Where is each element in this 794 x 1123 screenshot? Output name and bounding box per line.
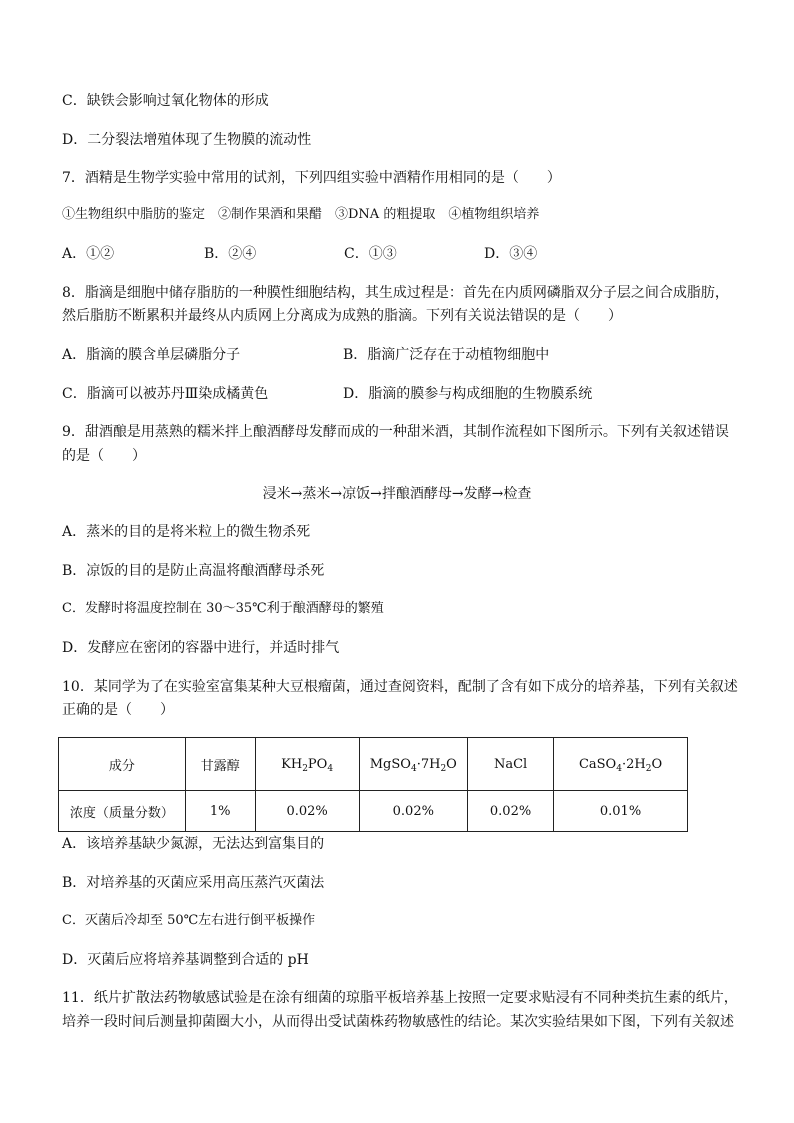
q9-flow-diagram: 浸米→蒸米→凉饭→拌酿酒酵母→发酵→检查	[262, 486, 532, 502]
value-mgso4: 0.02%	[359, 791, 468, 832]
component-nacl: NaCl	[468, 738, 554, 791]
q7-option-c: C．①③	[344, 246, 397, 262]
q11-stem-line1: 11．纸片扩散法药物敏感试验是在涂有细菌的琼脂平板培养基上按照一定要求贴浸有不同种类抗生素的纸片，	[62, 990, 738, 1006]
culture-medium-table	[58, 737, 688, 832]
table-row-header: 成分	[59, 738, 186, 791]
q9-option-d: D．发酵应在密闭的容器中进行，并适时排气	[62, 640, 340, 656]
value-nacl: 0.02%	[468, 791, 554, 832]
value-caso4: 0.01%	[554, 791, 688, 832]
component-kh2po4: $KH_2PO_4$	[255, 738, 359, 791]
q9-stem-line1: 9．甜酒酿是用蒸熟的糯米拌上酿酒酵母发酵而成的一种甜米酒，其制作流程如下图所示。下列有关叙述错误	[62, 424, 729, 440]
q9-stem-line2: 的是（ ）	[62, 448, 146, 464]
q7-items: ①生物组织中脂肪的鉴定 ②制作果酒和果醋 ③DNA 的粗提取 ④植物组织培养	[62, 207, 540, 222]
q8-option-d: D．脂滴的膜参与构成细胞的生物膜系统	[343, 386, 593, 402]
q8-stem-line2: 然后脂肪不断累积并最终从内质网上分离成为成熟的脂滴。下列有关说法错误的是（ ）	[62, 308, 622, 324]
q6-option-d: D．二分裂法增殖体现了生物膜的流动性	[62, 132, 312, 148]
q10-option-d: D．灭菌后应将培养基调整到合适的 pH	[62, 952, 309, 968]
q8-stem-line1: 8．脂滴是细胞中储存脂肪的一种膜性细胞结构，其生成过程是：首先在内质网磷脂双分子层之间合成脂肪，	[62, 285, 729, 301]
table-row	[59, 791, 688, 832]
q6-option-c: C．缺铁会影响过氧化物体的形成	[62, 93, 269, 109]
table-header-row	[59, 738, 688, 791]
q7-stem: 7．酒精是生物学实验中常用的试剂，下列四组实验中酒精作用相同的是（ ）	[62, 170, 561, 186]
q7-option-d: D．③④	[484, 246, 538, 262]
q8-option-b: B．脂滴广泛存在于动植物细胞中	[343, 347, 550, 363]
q10-option-b: B．对培养基的灭菌应采用高压蒸汽灭菌法	[62, 875, 325, 891]
q10-option-c: C．灭菌后冷却至 50℃左右进行倒平板操作	[62, 913, 316, 928]
q7-option-a: A．①②	[62, 246, 115, 262]
value-mannitol: 1%	[185, 791, 255, 832]
table-value-label: 浓度（质量分数）	[59, 791, 186, 832]
component-caso4: $CaSO_4\cdot 2H_2O$	[554, 738, 688, 791]
value-kh2po4: 0.02%	[255, 791, 359, 832]
q11-stem-line2: 培养一段时间后测量抑菌圈大小，从而得出受试菌株药物敏感性的结论。某次实验结果如下图，下列有关叙述	[62, 1014, 734, 1030]
q9-option-b: B．凉饭的目的是防止高温将酿酒酵母杀死	[62, 563, 325, 579]
component-mannitol: 甘露醇	[185, 738, 255, 791]
q10-option-a: A．该培养基缺少氮源，无法达到富集目的	[62, 836, 325, 852]
q8-option-c: C．脂滴可以被苏丹Ⅲ染成橘黄色	[62, 386, 269, 402]
q8-option-a: A．脂滴的膜含单层磷脂分子	[62, 347, 241, 363]
q9-option-a: A．蒸米的目的是将米粒上的微生物杀死	[62, 524, 311, 540]
q10-stem-line1: 10．某同学为了在实验室富集某种大豆根瘤菌，通过查阅资料，配制了含有如下成分的培养基，下列有关叙述	[62, 679, 738, 695]
q10-stem-line2: 正确的是（ ）	[62, 702, 174, 718]
q7-option-b: B．②④	[204, 246, 257, 262]
q9-option-c: C．发酵时将温度控制在 30～35℃利于酿酒酵母的繁殖	[62, 601, 384, 616]
component-mgso4: $MgSO_4\cdot 7H_2O$	[359, 738, 468, 791]
